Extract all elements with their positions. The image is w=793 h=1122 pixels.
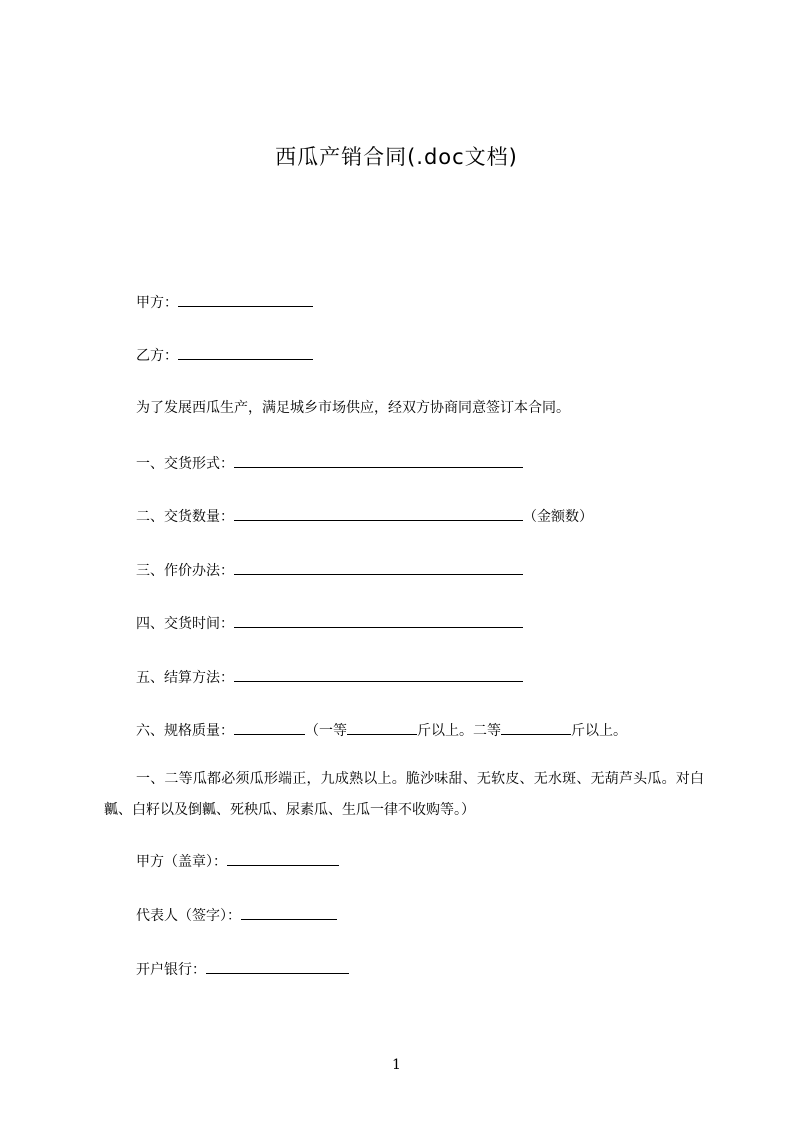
seal-blank[interactable] <box>227 850 339 866</box>
clause-5-blank[interactable] <box>234 666 523 682</box>
clause-6-part1: （一等 <box>305 723 347 739</box>
party-a-label: 甲方： <box>136 295 178 311</box>
party-b-blank[interactable] <box>178 344 313 360</box>
clause-1-blank[interactable] <box>234 452 523 468</box>
clause-6-blank-grade[interactable] <box>234 719 305 735</box>
page-number: 1 <box>392 1057 401 1073</box>
representative-blank[interactable] <box>241 904 337 920</box>
clause-6-line <box>136 719 627 741</box>
clause-2-line <box>136 505 593 527</box>
bank-blank[interactable] <box>206 958 349 974</box>
clause-3-blank[interactable] <box>234 559 523 575</box>
seal-line <box>136 850 339 872</box>
clause-1-line <box>136 452 523 474</box>
party-a-blank[interactable] <box>178 291 313 307</box>
party-b-line <box>136 344 313 366</box>
clause-6-blank-second-class[interactable] <box>501 719 571 735</box>
clause-2-label: 二、交货数量： <box>136 509 234 525</box>
clause-1-label: 一、交货形式： <box>136 456 234 472</box>
clause-4-blank[interactable] <box>234 612 523 628</box>
bank-line <box>136 958 349 980</box>
representative-label: 代表人（签字）： <box>136 908 241 924</box>
party-b-label: 乙方： <box>136 348 178 364</box>
seal-label: 甲方（盖章）： <box>136 854 227 870</box>
clause-5-line <box>136 666 523 688</box>
clause-6-label: 六、规格质量： <box>136 723 234 739</box>
clause-2-blank[interactable] <box>234 505 523 521</box>
intro-text: 为了发展西瓜生产，满足城乡市场供应，经双方协商同意签订本合同。 <box>136 400 570 416</box>
clause-3-label: 三、作价办法： <box>136 563 234 579</box>
clause-6-blank-first-class[interactable] <box>347 719 417 735</box>
quality-paragraph: 一、二等瓜都必须瓜形端正，九成熟以上。脆沙味甜、无软皮、无水斑、无葫芦头瓜。对白瓤、白籽以及倒瓤、死秧瓜、尿素瓜、生瓜一律不收购等。） <box>104 771 704 818</box>
bank-label: 开户银行： <box>136 962 206 978</box>
representative-line <box>136 904 337 926</box>
clause-4-line <box>136 612 523 634</box>
clause-6-part2: 斤以上。二等 <box>417 723 501 739</box>
document-title: 西瓜产销合同(.doc文档) <box>275 145 518 169</box>
clause-6-part3: 斤以上。 <box>571 723 627 739</box>
clause-4-label: 四、交货时间： <box>136 616 234 632</box>
clause-3-line <box>136 559 523 581</box>
party-a-line <box>136 291 313 313</box>
clause-5-label: 五、结算方法： <box>136 670 234 686</box>
clause-2-suffix: （金额数） <box>523 509 593 525</box>
